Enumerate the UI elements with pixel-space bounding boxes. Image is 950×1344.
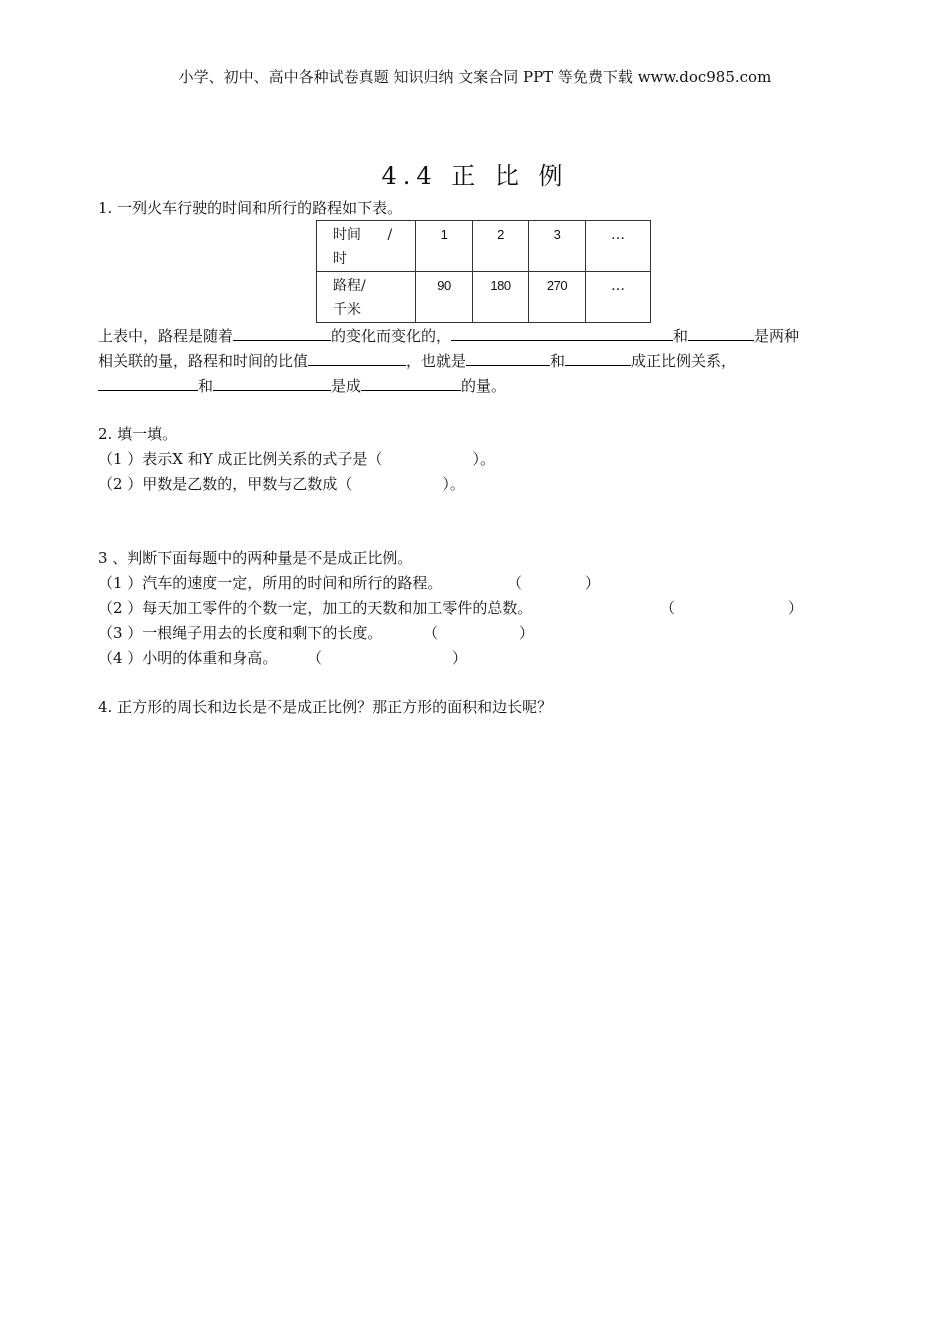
distance-label: 路程/ — [333, 278, 366, 294]
time-slash: / — [387, 227, 393, 243]
distance-unit: 千米 — [333, 302, 361, 318]
q1-text-c: 和 — [673, 327, 689, 345]
q3-item-4-open: （ — [307, 649, 323, 667]
q1-text-h: 成正比例关系， — [631, 352, 737, 370]
page-title: 4.4 正 比 例 — [381, 162, 569, 190]
table-cell: … — [586, 221, 651, 272]
blank-2[interactable] — [451, 323, 673, 341]
q1-text-line-1 — [98, 323, 799, 349]
time-label: 时间 — [333, 227, 361, 243]
blank-1[interactable] — [233, 323, 331, 341]
q1-text-k: 的量。 — [461, 377, 507, 395]
q1-text-e: 相关联的量，路程和时间的比值 — [98, 352, 309, 370]
q3-item-4-close: ） — [452, 649, 468, 667]
blank-3[interactable] — [688, 323, 754, 341]
table-cell: … — [586, 272, 651, 323]
table-cell: 3 — [529, 221, 586, 272]
q3-item-3-close: ） — [519, 624, 535, 642]
table-cell: 1 — [416, 221, 473, 272]
table-cell: 180 — [473, 272, 529, 323]
blank-4[interactable] — [308, 348, 406, 366]
blank-9[interactable] — [361, 373, 461, 391]
q3-item-2-close: ） — [788, 599, 804, 617]
q1-prompt: 1. 一列火车行驶的时间和所行的路程如下表。 — [98, 199, 403, 217]
table-row — [317, 221, 651, 272]
table-row — [317, 272, 651, 323]
q3-prompt: 3 、判断下面每题中的两种量是不是成正比例。 — [98, 549, 413, 567]
q2-item-1-close: ）。 — [472, 450, 495, 468]
blank-5[interactable] — [466, 348, 550, 366]
q2-item-2-close: ）。 — [442, 475, 465, 493]
q3-item-4: （4 ）小明的体重和身高。 — [98, 649, 278, 667]
time-header-cell — [317, 221, 416, 272]
q3-item-3-open: （ — [423, 624, 439, 642]
table-cell: 270 — [529, 272, 586, 323]
q1-text-f: ，也就是 — [406, 352, 467, 370]
q2-prompt: 2. 填一填。 — [98, 425, 178, 443]
q3-item-3: （3 ）一根绳子用去的长度和剩下的长度。 — [98, 624, 383, 642]
q1-text-line-3 — [98, 373, 506, 399]
q1-text-line-2 — [98, 348, 736, 374]
time-unit: 时 — [333, 251, 347, 267]
train-table — [316, 220, 651, 323]
q2-item-1 — [98, 447, 495, 472]
q1-text-i: 和 — [198, 377, 214, 395]
q1-text-a: 上表中，路程是随着 — [98, 327, 234, 345]
blank-7[interactable] — [98, 373, 198, 391]
q3-item-1-open: （ — [507, 574, 523, 592]
q4-prompt: 4. 正方形的周长和边长是不是成正比例？那正方形的面积和边长呢？ — [98, 698, 553, 716]
distance-header-cell — [317, 272, 416, 323]
q3-item-1: （1 ）汽车的速度一定，所用的时间和所行的路程。 — [98, 574, 443, 592]
q3-item-1-close: ） — [585, 574, 601, 592]
q1-text-j: 是成 — [331, 377, 362, 395]
q2-item-1-text: （1 ）表示X 和Y 成正比例关系的式子是（ — [98, 450, 383, 468]
q2-item-2 — [98, 472, 465, 497]
q1-text-g: 和 — [550, 352, 566, 370]
blank-6[interactable] — [565, 348, 631, 366]
blank-8[interactable] — [213, 373, 331, 391]
q1-text-d: 是两种 — [754, 327, 800, 345]
q3-item-2: （2 ）每天加工零件的个数一定，加工的天数和加工零件的总数。 — [98, 599, 533, 617]
table-cell: 90 — [416, 272, 473, 323]
q3-item-2-open: （ — [660, 599, 676, 617]
table-cell: 2 — [473, 221, 529, 272]
q2-item-2-text: （2 ）甲数是乙数的，甲数与乙数成（ — [98, 475, 353, 493]
page-header: 小学、初中、高中各种试卷真题 知识归纳 文案合同 PPT 等免费下载 www.doc985.com — [178, 68, 772, 86]
q1-text-b: 的变化而变化的， — [331, 327, 452, 345]
